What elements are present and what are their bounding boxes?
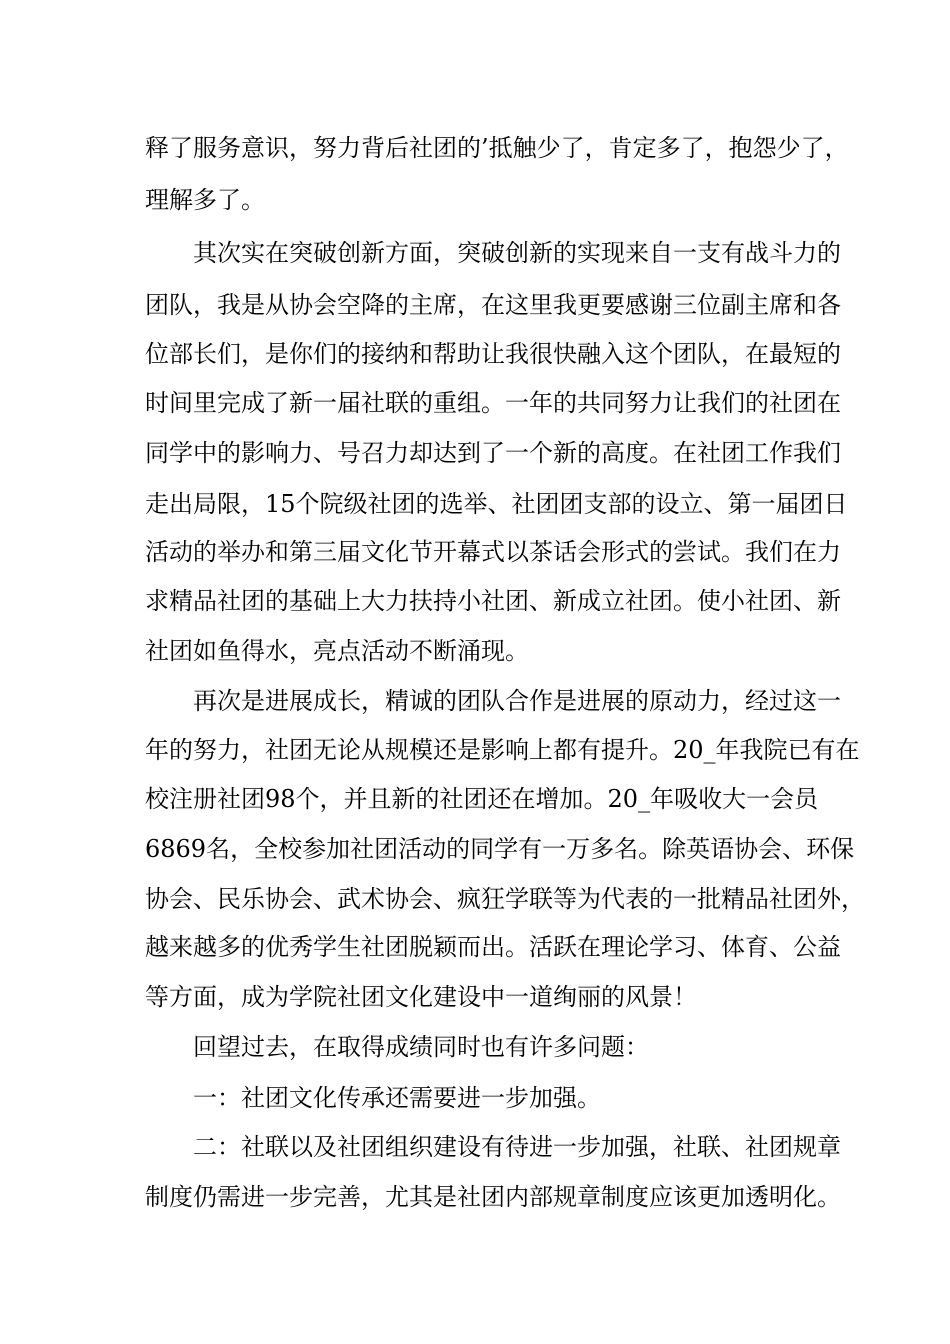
text-line: 同学中的影响力、号召力却达到了一个新的高度。在社团工作我们 (145, 439, 841, 467)
text-line: 团队，我是从协会空降的主席，在这里我更要感谢三位副主席和各 (145, 291, 841, 319)
text-line: 越来越多的优秀学生社团脱颖而出。活跃在理论学习、体育、公益 (145, 933, 841, 961)
text-line: 释了服务意识，努力背后社团的’抵触少了，肯定多了，抱怨少了， (145, 134, 849, 162)
text-line: 二：社联以及社团组织建设有待进一步加强，社联、社团规章 (193, 1133, 841, 1161)
text-line: 6869名，全校参加社团活动的同学有一万多名。除英语协会、环保 (145, 835, 855, 863)
text-line: 协会、民乐协会、武术协会、疯狂学联等为代表的一批精品社团外， (145, 885, 865, 913)
text-line: 一：社团文化传承还需要进一步加强。 (193, 1084, 601, 1112)
text-line: 求精品社团的基础上大力扶持小社团、新成立社团。使小社团、新 (145, 587, 841, 615)
text-line: 校注册社团98个，并且新的社团还在增加。20_年吸收大一会员 (145, 785, 819, 813)
text-line: 走出局限，15个院级社团的选举、社团团支部的设立、第一届团日 (145, 490, 848, 518)
text-line: 理解多了。 (145, 186, 265, 214)
text-line: 位部长们，是你们的接纳和帮助让我很快融入这个团队，在最短的 (145, 340, 841, 368)
text-line: 社团如鱼得水，亮点活动不断涌现。 (145, 637, 529, 665)
text-line: 再次是进展成长，精诚的团队合作是进展的原动力，经过这一 (193, 687, 841, 715)
text-line: 等方面，成为学院社团文化建设中一道绚丽的风景！ (145, 983, 697, 1011)
text-line: 年的努力，社团无论从规模还是影响上都有提升。20_年我院已有在 (145, 736, 860, 764)
text-line: 时间里完成了新一届社联的重组。一年的共同努力让我们的社团在 (145, 389, 841, 417)
text-line: 其次实在突破创新方面，突破创新的实现来自一支有战斗力的 (193, 239, 841, 267)
text-line: 活动的举办和第三届文化节开幕式以茶话会形式的尝试。我们在力 (145, 538, 841, 566)
text-line: 制度仍需进一步完善，尤其是社团内部规章制度应该更加透明化。 (145, 1183, 841, 1211)
text-line: 回望过去，在取得成绩同时也有许多问题： (193, 1033, 649, 1061)
